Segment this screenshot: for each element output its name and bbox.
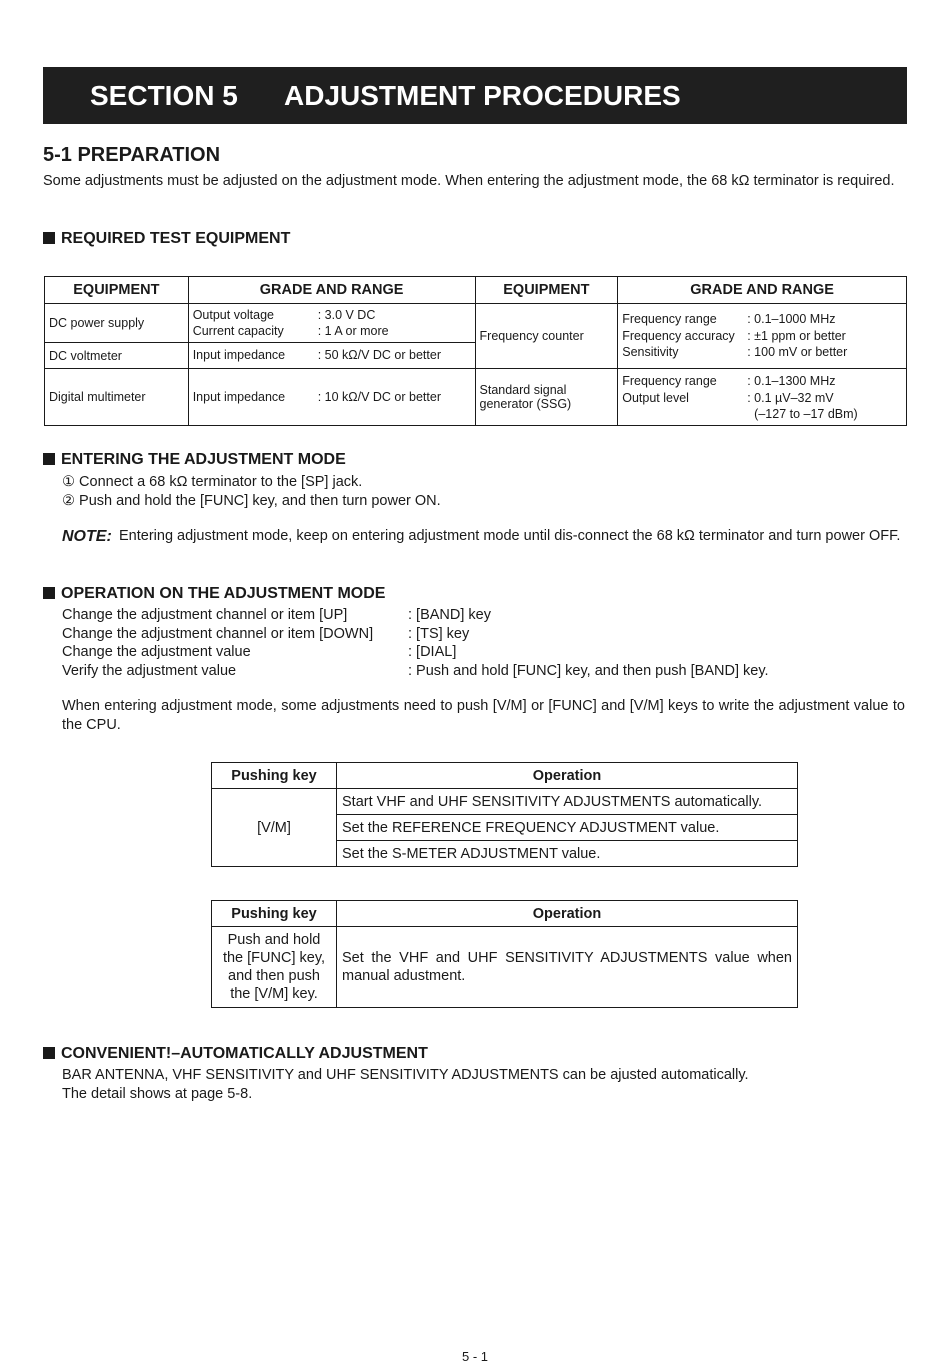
table-row [45,369,907,426]
bullet-square-icon [43,1047,55,1059]
operation-list [62,606,769,680]
equipment-specs: Frequency range : 0.1–1000 MHz Frequency accuracy : ±1 ppm or better Sensitivity : 100 mV or better [618,304,907,369]
table-row [45,304,907,343]
table-header-row [212,763,798,789]
entering-heading: ENTERING THE ADJUSTMENT MODE [43,451,346,469]
note-label: NOTE: [62,528,112,545]
list-item: Change the adjustment channel or item [DOWN] : [TS] key [62,625,470,642]
operation-heading: OPERATION ON THE ADJUSTMENT MODE [43,585,385,603]
table-header-row [212,901,798,927]
equipment-name: Frequency counter [475,304,618,369]
equipment-specs: Frequency range : 0.1–1300 MHz Output level : 0.1 µV–32 mV (–127 to –17 dBm) [618,369,907,426]
note [62,527,905,546]
col-header-equipment: EQUIPMENT [475,277,618,304]
test-equipment-heading: REQUIRED TEST EQUIPMENT [43,230,290,248]
note-text: Entering adjustment mode, keep on entering adjustment mode until dis-connect the 68 kΩ terminator and turn power OFF. [119,528,901,544]
col-header-grade: GRADE AND RANGE [188,277,475,304]
equipment-name: DC power supply [45,304,189,343]
operation-cell: Set the S-METER ADJUSTMENT value. [337,841,798,867]
page-number: 5 - 1 [461,1349,488,1364]
equipment-specs: Output voltage : 3.0 V DC Current capacity : 1 A or more [188,304,475,343]
equipment-specs: Input impedance : 50 kΩ/V DC or better [188,343,475,369]
list-item: Change the adjustment value : [DIAL] [62,644,457,660]
key-cell: [V/M] [212,789,337,867]
list-item: Change the adjustment channel or item [UP] : [BAND] key [62,607,491,623]
operation-cell: Set the VHF and UHF SENSITIVITY ADJUSTMENTS value when manual adustment. [337,927,798,1008]
list-item: ① Connect a 68 kΩ terminator to the [SP] jack. [62,474,363,490]
equipment-name: Digital multimeter [45,369,189,426]
table-header-row [45,277,907,304]
bullet-square-icon [43,587,55,599]
bullet-square-icon [43,453,55,465]
preparation-intro: Some adjustments must be adjusted on the adjustment mode. When entering the adjustment mode, the 68 kΩ terminator is required. [43,173,895,189]
list-item: ② Push and hold the [FUNC] key, and then turn power ON. [62,493,441,509]
col-header-operation: Operation [337,763,798,789]
operation-paragraph: When entering adjustment mode, some adjustments need to push [V/M] or [FUNC] and [V/M] keys to write the adjustment value to the CPU. [62,698,905,733]
test-equipment-table [44,276,907,426]
equipment-name: Standard signal generator (SSG) [475,369,618,426]
pushing-key-table-1 [211,762,798,867]
convenient-text: BAR ANTENNA, VHF SENSITIVITY and UHF SENSITIVITY ADJUSTMENTS can be ajusted automatically. The detail shows at page 5-8. [62,1067,749,1102]
entering-steps [62,473,441,511]
key-cell: Push and hold the [FUNC] key, and then push the [V/M] key. [212,927,337,1008]
list-item: Verify the adjustment value : Push and hold [FUNC] key, and then push [BAND] key. [62,662,769,679]
col-header-key: Pushing key [212,763,337,789]
section-title: ADJUSTMENT PROCEDURES [284,80,681,111]
operation-cell: Start VHF and UHF SENSITIVITY ADJUSTMENTS automatically. [337,789,798,815]
equipment-name: DC voltmeter [45,343,189,369]
operation-cell: Set the REFERENCE FREQUENCY ADJUSTMENT value. [337,815,798,841]
equipment-specs: Input impedance : 10 kΩ/V DC or better [188,369,475,426]
pushing-key-table-2 [211,900,798,1008]
bullet-square-icon [43,232,55,244]
col-header-equipment: EQUIPMENT [45,277,189,304]
col-header-grade: GRADE AND RANGE [618,277,907,304]
section-number: SECTION 5 [90,80,238,111]
table-row [212,789,798,815]
section-banner [43,67,907,124]
preparation-heading: 5-1 PREPARATION [43,144,221,166]
table-row [212,927,798,1008]
convenient-heading: CONVENIENT!–AUTOMATICALLY ADJUSTMENT [43,1045,428,1063]
col-header-key: Pushing key [212,901,337,927]
col-header-operation: Operation [337,901,798,927]
